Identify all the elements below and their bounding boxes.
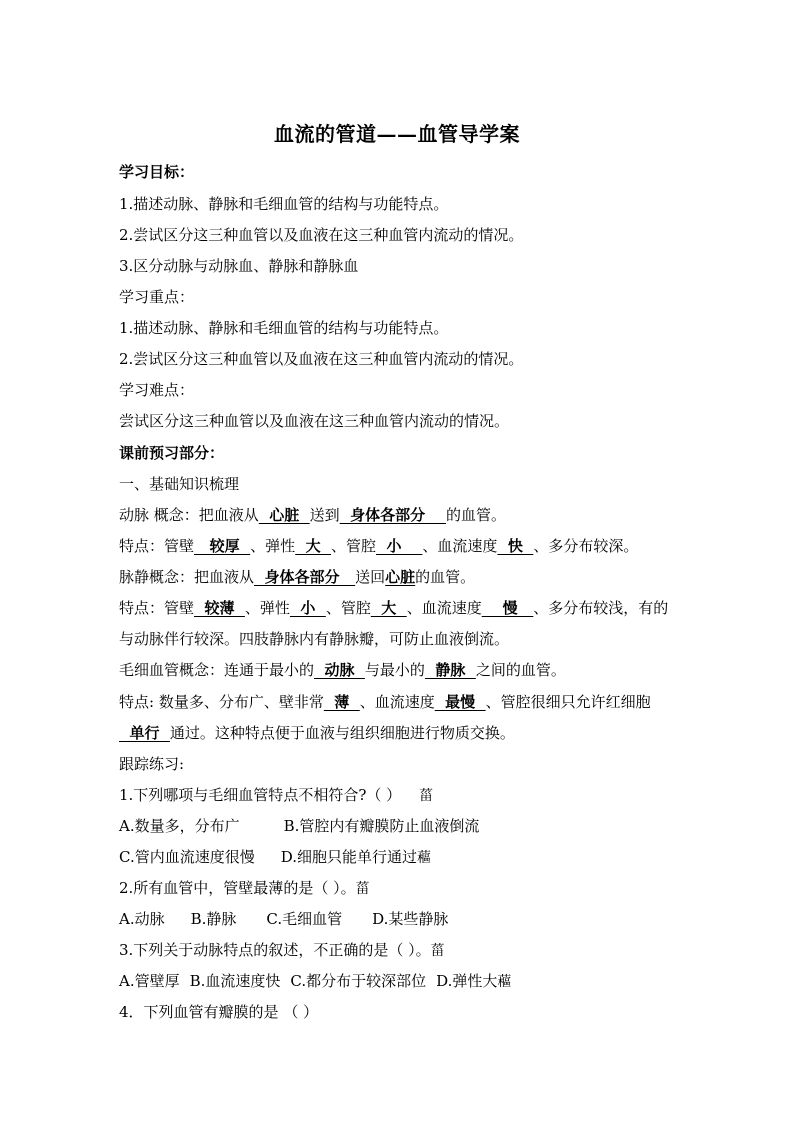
answer-blank: 较厚	[194, 537, 251, 555]
answer-blank: 小	[289, 599, 326, 617]
answer-blank: 慢	[481, 599, 534, 617]
text: 、多分布较深。	[533, 537, 639, 555]
text: 脉静概念：把血液从	[119, 568, 255, 586]
text: 、弹性	[250, 537, 296, 555]
text: 、管腔	[325, 599, 371, 617]
focus-item: 2.尝试区分这三种血管以及血液在这三种血管内流动的情况。	[119, 350, 524, 368]
option-c: C.都分布于较深部位	[290, 972, 427, 990]
text: 特点：管壁	[119, 537, 195, 555]
answer-blank: 单行	[119, 724, 170, 742]
text: 的血管。	[446, 506, 507, 524]
artery-features	[119, 535, 719, 557]
question-3-options	[119, 970, 719, 993]
question-1	[119, 784, 719, 807]
answer-blank: 较薄	[194, 599, 245, 617]
option-d: D.细胞只能单行通过	[280, 848, 417, 866]
text: 、血流速度	[359, 693, 435, 711]
answer-blank: 小	[376, 537, 423, 555]
text: 、血流速度	[422, 537, 498, 555]
text: 、管腔	[331, 537, 377, 555]
stray-mark: 菑	[430, 943, 445, 959]
text: 的血管。	[415, 568, 476, 586]
question-2-options	[119, 908, 719, 930]
stray-mark: 藲	[416, 850, 431, 866]
focus-heading: 学习重点：	[119, 288, 195, 306]
capillary-features	[119, 691, 719, 713]
text: 通过。这种特点便于血液与组织细胞进行物质交换。	[169, 724, 515, 742]
capillary-concept	[119, 659, 719, 681]
option-b: B.血流速度快	[189, 972, 281, 990]
question-text: 1.下列哪项与毛细血管特点不相符合?（ ）	[119, 786, 402, 804]
question-1-options	[119, 846, 719, 869]
text: 送回	[355, 568, 386, 586]
text: 送到	[309, 506, 340, 524]
text: 、弹性	[244, 599, 290, 617]
option-a: A.数量多，分布广	[119, 817, 240, 835]
objectives-heading: 学习目标：	[119, 163, 195, 181]
question-2	[119, 877, 719, 900]
answer-blank: 动脉	[314, 661, 365, 679]
answer-blank: 身体各部分	[339, 506, 447, 524]
objective-item: 1.描述动脉、静脉和毛细血管的结构与功能特点。	[119, 195, 449, 213]
answer-blank: 最慢	[434, 693, 486, 711]
option-d: D.弹性大	[436, 972, 498, 990]
option-c: C.毛细血管	[266, 910, 343, 928]
answer-blank: 静脉	[424, 661, 476, 679]
answer-blank: 身体各部分	[254, 568, 356, 586]
page-title: 血流的管道——血管导学案	[274, 122, 520, 146]
option-d: D.某些静脉	[372, 910, 449, 928]
option-b: B.管腔内有瓣膜防止血液倒流	[283, 817, 480, 835]
stray-mark: 菑	[355, 881, 370, 897]
objective-item: 2.尝试区分这三种血管以及血液在这三种血管内流动的情况。	[119, 226, 524, 244]
question-text: 3.下列关于动脉特点的叙述，不正确的是（ ）。	[119, 941, 431, 959]
objective-item: 3.区分动脉与动脉血、静脉和静脉血	[119, 257, 359, 275]
option-b: B.静脉	[190, 910, 237, 928]
text: 与最小的	[364, 661, 425, 679]
text: 、管腔很细只允许红细胞	[485, 693, 651, 711]
practice-heading: 跟踪练习:	[119, 755, 185, 773]
question-1-options	[119, 815, 719, 837]
answer-blank: 大	[370, 599, 407, 617]
vein-features-cont: 与动脉伴行较深。四肢静脉内有静脉瓣，可防止血液倒流。	[119, 630, 510, 648]
vein-features	[119, 597, 719, 619]
option-c: C.管内血流速度很慢	[119, 848, 255, 866]
text: 、血流速度	[406, 599, 482, 617]
text: 动脉 概念：把血液从	[119, 506, 259, 524]
section-heading: 一、基础知识梳理	[119, 475, 240, 493]
answer-blank: 薄	[323, 693, 360, 711]
capillary-features-cont	[119, 722, 719, 744]
question-3	[119, 939, 719, 962]
focus-item: 1.描述动脉、静脉和毛细血管的结构与功能特点。	[119, 319, 449, 337]
text: 特点：管壁	[119, 599, 195, 617]
text: 毛细血管概念：连通于最小的	[119, 661, 315, 679]
artery-concept	[119, 504, 719, 526]
vein-concept	[119, 566, 719, 588]
answer-blank: 心脏	[385, 568, 416, 586]
answer-blank: 大	[295, 537, 332, 555]
question-text: 2.所有血管中，管壁最薄的是（ ）。	[119, 879, 356, 897]
difficulty-heading: 学习难点：	[119, 381, 195, 399]
stray-mark: 菑	[419, 788, 434, 804]
text: 、多分布较浅，有的	[533, 599, 669, 617]
answer-blank: 快	[497, 537, 534, 555]
answer-blank: 心脏	[258, 506, 310, 524]
text: 之间的血管。	[475, 661, 566, 679]
difficulty-text: 尝试区分这三种血管以及血液在这三种血管内流动的情况。	[119, 412, 510, 430]
text: 特点: 数量多、分布广、壁非常	[119, 693, 324, 711]
option-a: A.动脉	[119, 910, 165, 928]
stray-mark: 藲	[497, 974, 512, 990]
preview-heading: 课前预习部分：	[119, 444, 225, 462]
option-a: A.管壁厚	[119, 972, 180, 990]
question-4: 4．下列血管有瓣膜的是 （ ）	[119, 1003, 319, 1021]
